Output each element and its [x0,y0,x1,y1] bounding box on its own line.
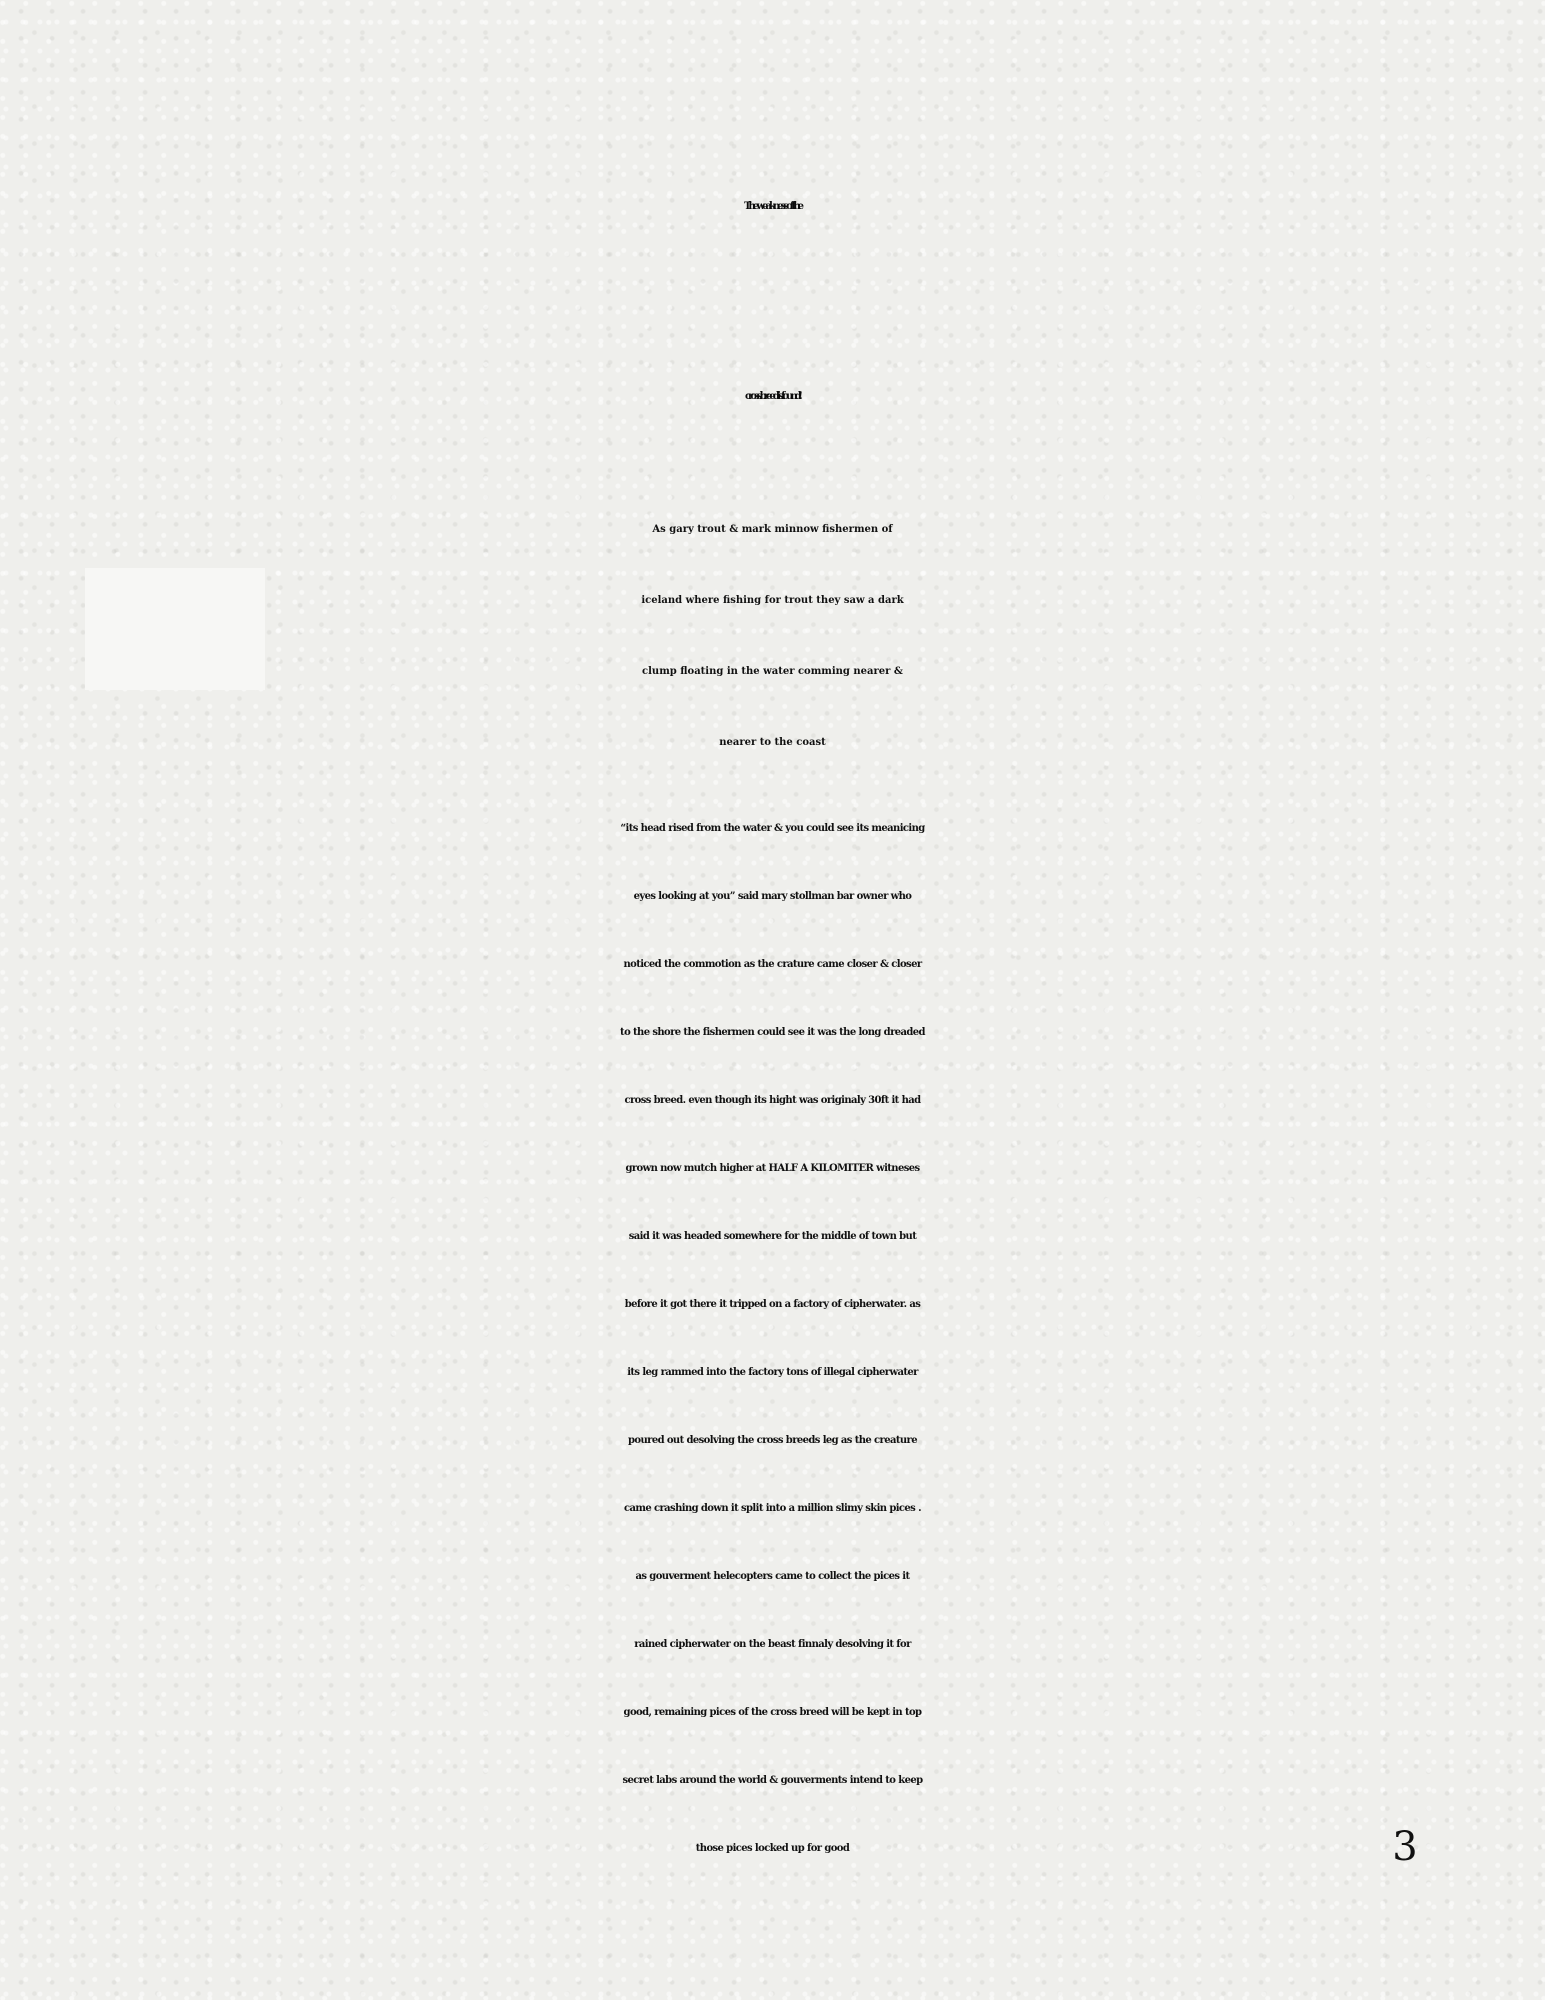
body-line: eyes looking at you” said mary stollman bar owner who [633,891,912,902]
page-number: 3 [1392,1824,1418,1870]
body-line: rained cipherwater on the beast finnaly desolving it for [634,1639,911,1650]
body-line: those pices locked up for good [695,1843,850,1854]
body-line: as gouverment helecopters came to collect the pices it [635,1571,910,1582]
body-line: came crashing down it split into a million slimy skin pices . [624,1503,921,1514]
body-line: grown now mutch higher at HALF A KILOMITER witneses [625,1163,920,1174]
headline-line: cross breed is found! [744,391,801,402]
body-line: good, remaining pices of the cross breed will be kept in top [623,1707,922,1718]
body-paragraph [0,795,1545,1883]
headline [0,112,1545,492]
headline-line: The weakness of the [743,201,801,212]
body-line: secret labs around the world & gouverments intend to keep [622,1775,923,1786]
body-line: its leg rammed into the factory tons of illegal cipherwater [627,1367,918,1378]
lede-line: As gary trout & mark minnow fishermen of [652,524,893,535]
lede-paragraph [0,494,1545,778]
lede-line: iceland where fishing for trout they saw a dark [641,595,904,606]
body-line: noticed the commotion as the crature came closer & closer [623,959,922,970]
body-line: cross breed. even though its hight was originaly 30ft it had [624,1095,921,1106]
body-line: before it got there it tripped on a factory of cipherwater. as [624,1299,921,1310]
lede-line: nearer to the coast [719,737,826,748]
body-line: poured out desolving the cross breeds leg as the creature [628,1435,917,1446]
lede-line: clump floating in the water comming nearer & [642,666,903,677]
body-line: said it was headed somewhere for the middle of town but [628,1231,917,1242]
body-line: to the shore the fishermen could see it was the long dreaded [620,1027,925,1038]
body-line: “its head rised from the water & you could see its meanicing [620,823,925,834]
